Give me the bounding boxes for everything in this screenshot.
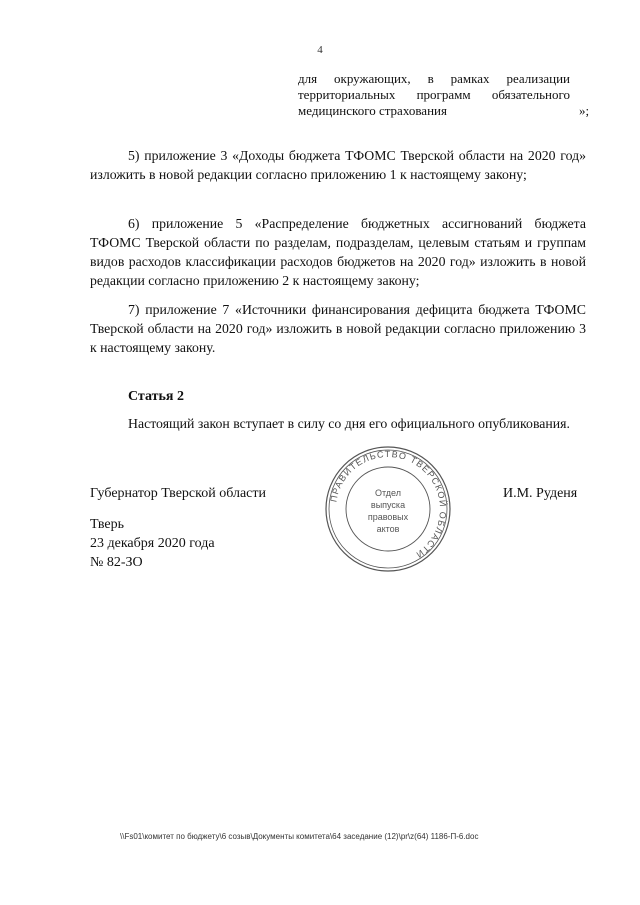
paragraph-item-5: 5) приложение 3 «Доходы бюджета ТФОМС Тверской области на 2020 год» изложить в новой редакции согласно приложению 1 к настоящему закону; <box>90 148 586 182</box>
signature-position: Губернатор Тверской области <box>90 486 266 501</box>
seal-outer-text: ПРАВИТЕЛЬСТВО ТВЕРСКОЙ ОБЛАСТИ <box>328 448 449 561</box>
law-number: № 82-ЗО <box>90 555 143 570</box>
place-date-block <box>90 515 215 572</box>
seal-line-2: выпуска <box>370 500 406 510</box>
paragraph-item-7: 7) приложение 7 «Источники финансирования дефицита бюджета ТФОМС Тверской области на 2020 год» изложить в новой редакции согласно приложению 3 к настоящему закону. <box>90 302 586 355</box>
seal-line-1: Отдел <box>374 488 402 498</box>
seal-line-3: правовых <box>367 512 409 522</box>
article-title: Статья 2 <box>128 389 184 404</box>
page-number: 4 <box>317 44 323 56</box>
continuation-end-mark: »; <box>579 103 590 118</box>
official-seal <box>323 444 453 574</box>
seal-graphic <box>323 444 453 574</box>
signature-name: И.М. Руденя <box>503 486 578 501</box>
seal-line-4: актов <box>376 524 400 534</box>
continuation-text: для окружающих, в рамках реализации территориальных программ обязательного медицинского страхования <box>298 71 570 118</box>
file-path-footer: \\Fs01\комитет по бюджету\6 созыв\Документы комитета\64 заседание (12)\pr\z(64) 1186-П-6.doc <box>120 832 479 841</box>
article-text: Настоящий закон вступает в силу со дня его официального опубликования. <box>128 416 570 431</box>
place-date: 23 декабря 2020 года <box>90 536 215 551</box>
place-city: Тверь <box>90 517 124 532</box>
paragraph-item-6: 6) приложение 5 «Распределение бюджетных ассигнований бюджета ТФОМС Тверской области по разделам, подразделам, целевым статьям и группам видов расходов классификации расходов бюджетов на 2020 год» изложить в новой редакции согласно приложению 2 к настоящему закону; <box>90 216 586 288</box>
